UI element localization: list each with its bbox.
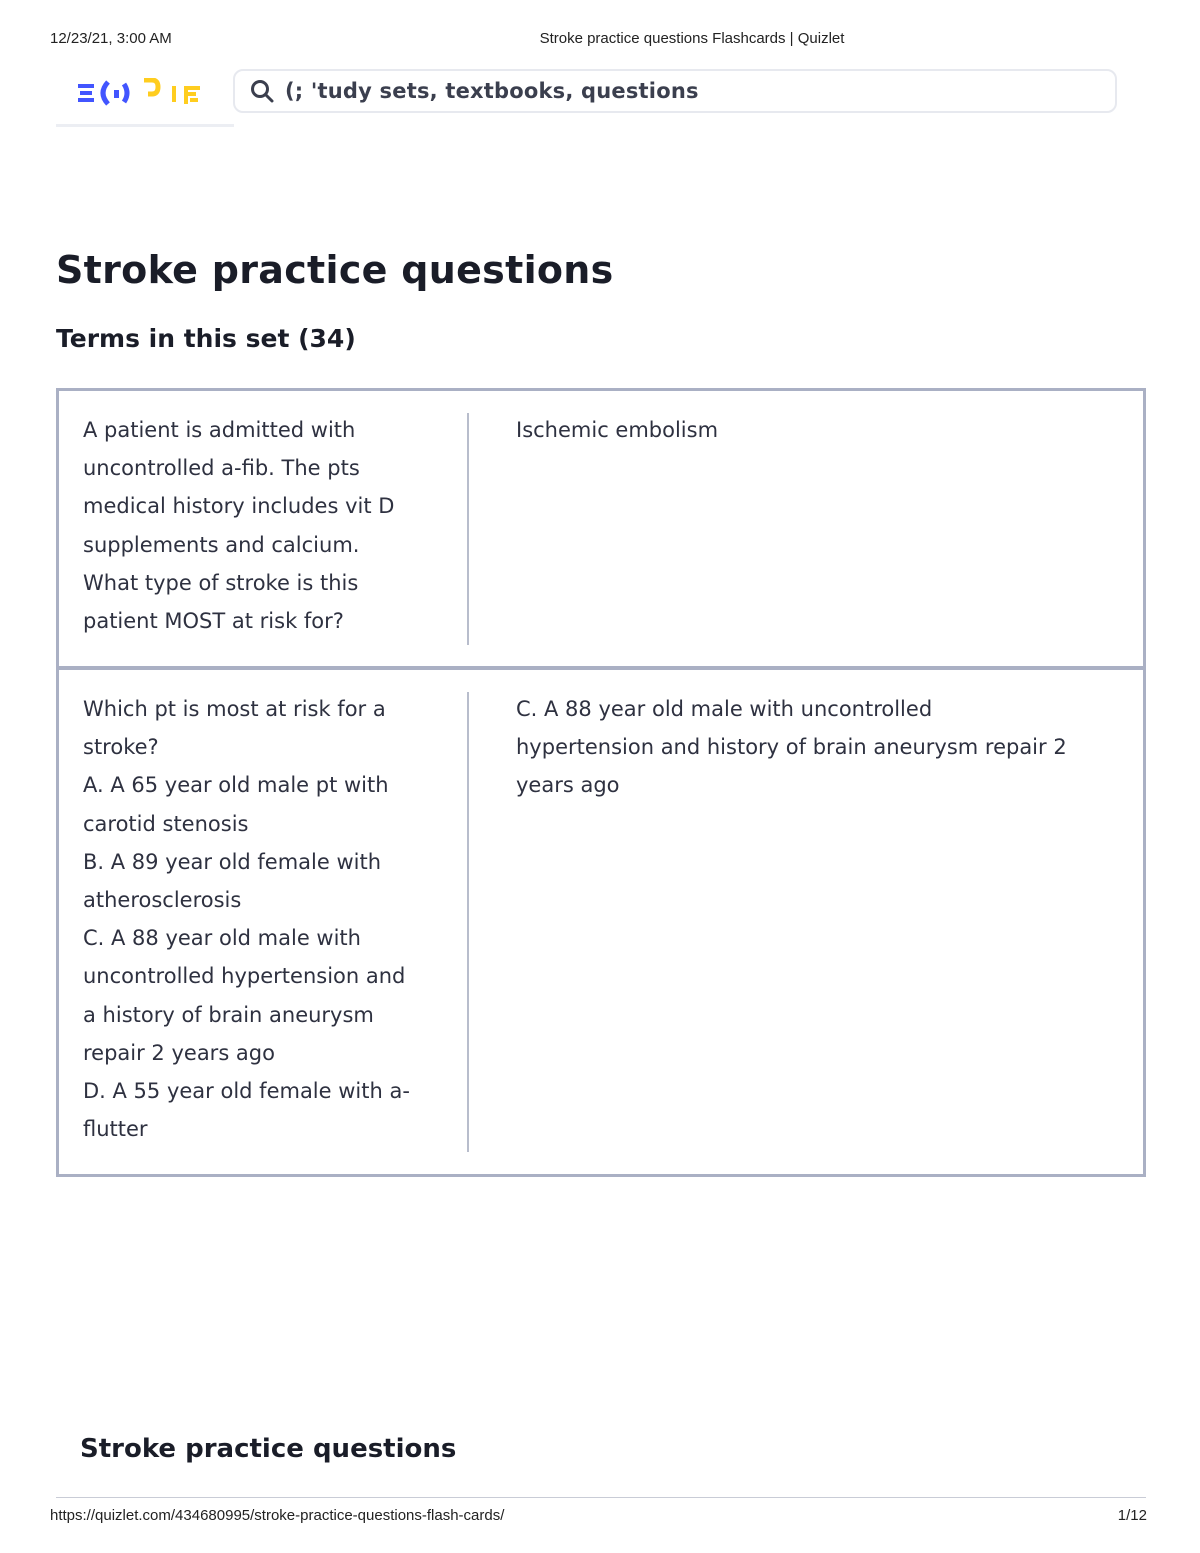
print-footer: [0, 1505, 1200, 1527]
page-number: 1/12: [1117, 1507, 1147, 1524]
print-url: https://quizlet.com/434680995/stroke-practice-questions-flash-cards/: [50, 1507, 505, 1524]
print-header: [0, 28, 1200, 50]
terms-list: [56, 388, 1146, 1177]
print-document-title: Stroke practice questions Flashcards | Quizlet: [539, 30, 845, 47]
term-card: [56, 388, 1146, 669]
term-divider: [467, 692, 469, 1152]
top-navigation-bar: [56, 66, 1124, 128]
search-icon: [249, 78, 275, 104]
definition-text: Ischemic embolism: [516, 418, 719, 442]
print-datetime: 12/23/21, 3:00 AM: [50, 30, 172, 47]
search-placeholder: (; 'tudy sets, textbooks, questions: [285, 79, 699, 103]
page-title: Stroke practice questions: [56, 248, 614, 292]
search-input[interactable]: [233, 69, 1117, 113]
logo-underline: [56, 124, 234, 127]
footer-set-title: Stroke practice questions: [80, 1434, 457, 1464]
term-card: [56, 667, 1146, 1177]
definition-text: C. A 88 year old male with uncontrolled hypertension and history of brain aneurysm repair 2 years ago: [516, 697, 1067, 798]
quizlet-logo-icon: [78, 78, 218, 108]
term-text: A patient is admitted with uncontrolled a-fib. The pts medical history includes vit D supplements and calcium. What type of stroke is this patient MOST at risk for?: [83, 418, 395, 634]
quizlet-logo[interactable]: [78, 78, 218, 108]
terms-heading: Terms in this set (34): [56, 324, 356, 353]
term-text: Which pt is most at risk for a stroke? A. A 65 year old male pt with carotid stenosis B. A 89 year old female with atherosclerosis C. A 88 year old male with uncontrolled hypertension and a history of brain aneurysm repair 2 years ago D. A 55 year old female with a- flutter: [83, 697, 410, 1142]
term-divider: [467, 413, 469, 645]
footer-divider: [56, 1497, 1146, 1498]
